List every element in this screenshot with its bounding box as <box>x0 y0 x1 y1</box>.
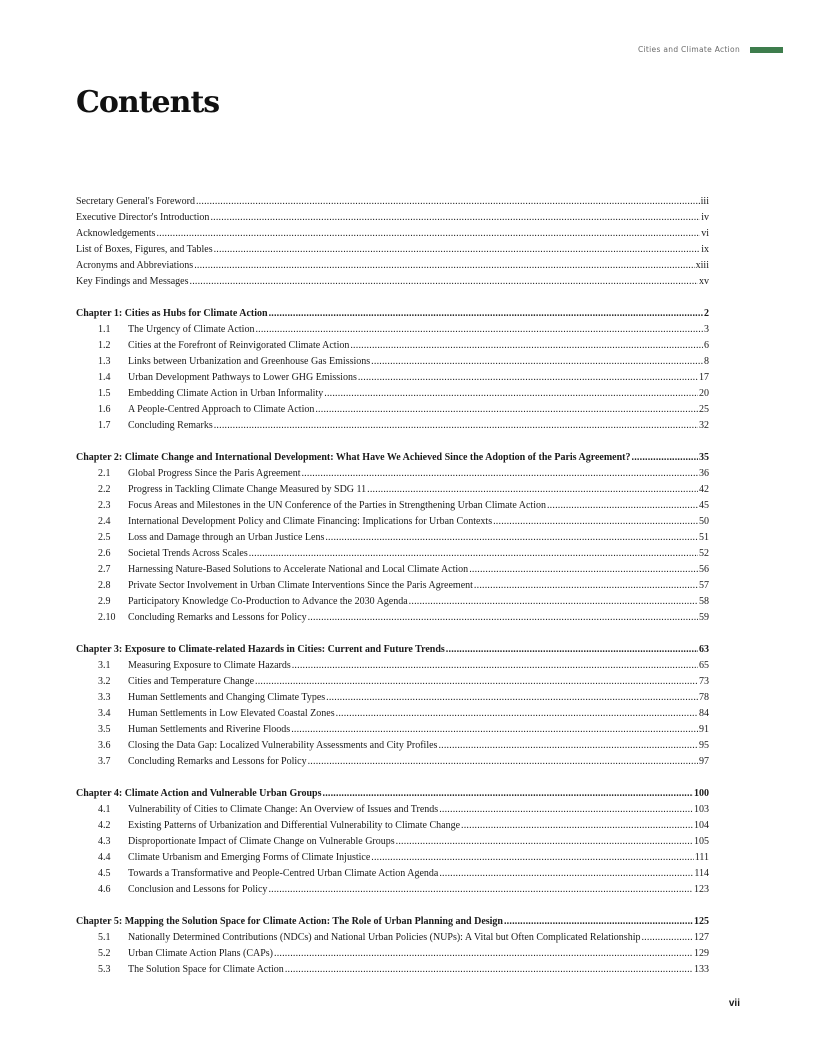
toc-section-entry[interactable] <box>76 818 709 834</box>
section-number: 2.8 <box>98 580 111 591</box>
toc-section-entry[interactable] <box>76 594 709 610</box>
toc-spacer <box>76 898 709 914</box>
table-of-contents <box>76 194 709 978</box>
toc-chapter-entry[interactable] <box>76 914 709 930</box>
dot-leader <box>358 370 698 386</box>
entry-title: Private Sector Involvement in Urban Climate Interventions Since the Paris Agreement <box>128 580 473 591</box>
dot-leader <box>308 610 698 626</box>
section-number: 1.5 <box>98 388 111 399</box>
toc-front-entry[interactable] <box>76 194 709 210</box>
toc-section-entry[interactable] <box>76 658 709 674</box>
entry-page: 56 <box>699 564 709 575</box>
dot-leader <box>249 546 698 562</box>
entry-page: 111 <box>694 852 709 863</box>
entry-title: Cities and Temperature Change <box>128 676 255 687</box>
entry-page: ix <box>701 244 709 255</box>
section-number: 2.6 <box>98 548 111 559</box>
page-title: Contents <box>76 85 220 120</box>
section-number: 2.9 <box>98 596 111 607</box>
entry-page: 73 <box>699 676 709 687</box>
section-number: 2.3 <box>98 500 111 511</box>
entry-page: 42 <box>699 484 709 495</box>
dot-leader <box>274 946 693 962</box>
dot-leader <box>194 258 694 274</box>
entry-page: 32 <box>699 420 709 431</box>
entry-page: 57 <box>699 580 709 591</box>
toc-front-entry[interactable] <box>76 258 709 274</box>
entry-title: Chapter 4: Climate Action and Vulnerable Urban Groups <box>76 788 322 799</box>
entry-page: 17 <box>699 372 709 383</box>
entry-page: 51 <box>699 532 709 543</box>
entry-title: Progress in Tackling Climate Change Measured by SDG 11 <box>128 484 367 495</box>
toc-front-entry[interactable] <box>76 226 709 242</box>
entry-title: The Urgency of Climate Action <box>128 324 255 335</box>
toc-section-entry[interactable] <box>76 370 709 386</box>
section-number: 5.1 <box>98 932 111 943</box>
toc-section-entry[interactable] <box>76 834 709 850</box>
section-number: 4.6 <box>98 884 111 895</box>
dot-leader <box>632 450 698 466</box>
section-number: 2.4 <box>98 516 111 527</box>
entry-page: 8 <box>704 356 709 367</box>
entry-page: 45 <box>699 500 709 511</box>
dot-leader <box>325 530 698 546</box>
entry-page: 91 <box>699 724 709 735</box>
entry-page: 100 <box>694 788 709 799</box>
toc-section-entry[interactable] <box>76 402 709 418</box>
section-number: 4.5 <box>98 868 111 879</box>
section-number: 4.3 <box>98 836 111 847</box>
section-number: 1.4 <box>98 372 111 383</box>
entry-title: A People-Centred Approach to Climate Action <box>128 404 315 415</box>
dot-leader <box>439 866 693 882</box>
entry-page: 127 <box>694 932 709 943</box>
dot-leader <box>269 306 703 322</box>
toc-section-entry[interactable] <box>76 738 709 754</box>
toc-section-entry[interactable] <box>76 498 709 514</box>
entry-title: Harnessing Nature-Based Solutions to Accelerate National and Local Climate Action <box>128 564 469 575</box>
section-number: 1.2 <box>98 340 111 351</box>
entry-title: Acknowledgements <box>76 228 156 239</box>
dot-leader <box>438 738 698 754</box>
entry-title: Global Progress Since the Paris Agreement <box>128 468 301 479</box>
page-number: vii <box>728 998 740 1009</box>
entry-page: 105 <box>694 836 709 847</box>
toc-front-entry[interactable] <box>76 274 709 290</box>
entry-title: Concluding Remarks <box>128 420 213 431</box>
entry-title: Acronyms and Abbreviations <box>76 260 194 271</box>
toc-front-entry[interactable] <box>76 210 709 226</box>
entry-page: vi <box>701 228 709 239</box>
toc-section-entry[interactable] <box>76 354 709 370</box>
toc-section-entry[interactable] <box>76 962 709 978</box>
entry-page: 58 <box>699 596 709 607</box>
entry-page: 103 <box>694 804 709 815</box>
dot-leader <box>324 386 698 402</box>
entry-title: Participatory Knowledge Co-Production to Advance the 2030 Agenda <box>128 596 408 607</box>
toc-section-entry[interactable] <box>76 562 709 578</box>
entry-page: 78 <box>699 692 709 703</box>
dot-leader <box>504 914 693 930</box>
section-number: 1.7 <box>98 420 111 431</box>
dot-leader <box>156 226 700 242</box>
entry-page: iii <box>700 196 709 207</box>
entry-page: 35 <box>699 452 709 463</box>
running-title: Cities and Climate Action <box>638 45 740 54</box>
toc-section-entry[interactable] <box>76 690 709 706</box>
dot-leader <box>255 674 698 690</box>
dot-leader <box>255 322 703 338</box>
toc-spacer <box>76 770 709 786</box>
entry-page: 20 <box>699 388 709 399</box>
toc-section-entry[interactable] <box>76 386 709 402</box>
dot-leader <box>409 594 698 610</box>
toc-section-entry[interactable] <box>76 754 709 770</box>
entry-title: Chapter 5: Mapping the Solution Space for Climate Action: The Role of Urban Planning and Design <box>76 916 503 927</box>
dot-leader <box>291 722 698 738</box>
toc-front-entry[interactable] <box>76 242 709 258</box>
entry-title: Existing Patterns of Urbanization and Differential Vulnerability to Climate Change <box>128 820 461 831</box>
section-number: 4.4 <box>98 852 111 863</box>
entry-title: Vulnerability of Cities to Climate Change: An Overview of Issues and Trends <box>128 804 439 815</box>
entry-title: Measuring Exposure to Climate Hazards <box>128 660 291 671</box>
toc-section-entry[interactable] <box>76 338 709 354</box>
toc-chapter-entry[interactable] <box>76 306 709 322</box>
section-number: 4.2 <box>98 820 111 831</box>
toc-spacer <box>76 290 709 306</box>
entry-page: 59 <box>699 612 709 623</box>
dot-leader <box>367 482 698 498</box>
entry-page: 36 <box>699 468 709 479</box>
toc-section-entry[interactable] <box>76 946 709 962</box>
entry-page: 114 <box>694 868 709 879</box>
toc-section-entry[interactable] <box>76 546 709 562</box>
dot-leader <box>315 402 698 418</box>
dot-leader <box>641 930 693 946</box>
toc-chapter-entry[interactable] <box>76 642 709 658</box>
dot-leader <box>493 514 698 530</box>
section-number: 3.3 <box>98 692 111 703</box>
entry-page: 97 <box>699 756 709 767</box>
dot-leader <box>469 562 698 578</box>
section-number: 2.10 <box>98 612 116 623</box>
toc-section-entry[interactable] <box>76 482 709 498</box>
section-number: 5.3 <box>98 964 111 975</box>
dot-leader <box>210 210 700 226</box>
running-header <box>638 45 783 54</box>
entry-title: Secretary General's Foreword <box>76 196 195 207</box>
section-number: 3.5 <box>98 724 111 735</box>
section-number: 2.1 <box>98 468 111 479</box>
entry-title: Chapter 1: Cities as Hubs for Climate Action <box>76 308 268 319</box>
dot-leader <box>196 194 700 210</box>
dot-leader <box>301 466 698 482</box>
entry-page: 63 <box>699 644 709 655</box>
dot-leader <box>371 354 703 370</box>
entry-title: Urban Development Pathways to Lower GHG Emissions <box>128 372 357 383</box>
dot-leader <box>308 754 698 770</box>
toc-section-entry[interactable] <box>76 578 709 594</box>
section-number: 4.1 <box>98 804 111 815</box>
entry-title: Concluding Remarks and Lessons for Policy <box>128 756 307 767</box>
entry-title: List of Boxes, Figures, and Tables <box>76 244 213 255</box>
dot-leader <box>268 882 693 898</box>
entry-page: 25 <box>699 404 709 415</box>
section-number: 1.6 <box>98 404 111 415</box>
dot-leader <box>214 242 701 258</box>
entry-title: Societal Trends Across Scales <box>128 548 248 559</box>
entry-page: xiii <box>695 260 709 271</box>
entry-title: Links between Urbanization and Greenhouse Gas Emissions <box>128 356 371 367</box>
entry-title: Climate Urbanism and Emerging Forms of Climate Injustice <box>128 852 371 863</box>
dot-leader <box>396 834 693 850</box>
section-number: 5.2 <box>98 948 111 959</box>
section-number: 1.1 <box>98 324 111 335</box>
dot-leader <box>547 498 698 514</box>
entry-page: 3 <box>704 324 709 335</box>
dot-leader <box>285 962 693 978</box>
toc-section-entry[interactable] <box>76 418 709 434</box>
section-number: 3.4 <box>98 708 111 719</box>
toc-section-entry[interactable] <box>76 866 709 882</box>
toc-section-entry[interactable] <box>76 466 709 482</box>
entry-title: Chapter 3: Exposure to Climate-related Hazards in Cities: Current and Future Trends <box>76 644 445 655</box>
section-number: 3.1 <box>98 660 111 671</box>
toc-section-entry[interactable] <box>76 674 709 690</box>
section-number: 3.2 <box>98 676 111 687</box>
dot-leader <box>214 418 698 434</box>
entry-title: Executive Director's Introduction <box>76 212 210 223</box>
entry-title: Loss and Damage through an Urban Justice Lens <box>128 532 325 543</box>
toc-section-entry[interactable] <box>76 930 709 946</box>
dot-leader <box>371 850 693 866</box>
entry-page: 52 <box>699 548 709 559</box>
section-number: 2.2 <box>98 484 111 495</box>
toc-section-entry[interactable] <box>76 706 709 722</box>
entry-title: Urban Climate Action Plans (CAPs) <box>128 948 273 959</box>
dot-leader <box>474 578 698 594</box>
toc-spacer <box>76 434 709 450</box>
section-number: 2.5 <box>98 532 111 543</box>
dot-leader <box>326 690 698 706</box>
dot-leader <box>292 658 698 674</box>
section-number: 1.3 <box>98 356 111 367</box>
entry-page: xv <box>699 276 709 287</box>
entry-title: Embedding Climate Action in Urban Informality <box>128 388 324 399</box>
toc-section-entry[interactable] <box>76 722 709 738</box>
entry-title: Closing the Data Gap: Localized Vulnerability Assessments and City Profiles <box>128 740 438 751</box>
entry-title: Key Findings and Messages <box>76 276 189 287</box>
toc-chapter-entry[interactable] <box>76 450 709 466</box>
toc-section-entry[interactable] <box>76 882 709 898</box>
entry-title: Chapter 2: Climate Change and International Development: What Have We Achieved Since the Adoption of the Paris Agreement? <box>76 452 631 463</box>
entry-title: Human Settlements in Low Elevated Coastal Zones <box>128 708 335 719</box>
section-number: 3.7 <box>98 756 111 767</box>
entry-page: iv <box>701 212 709 223</box>
entry-page: 65 <box>699 660 709 671</box>
dot-leader <box>190 274 699 290</box>
dot-leader <box>439 802 693 818</box>
entry-title: Towards a Transformative and People-Centred Urban Climate Action Agenda <box>128 868 439 879</box>
entry-page: 125 <box>694 916 709 927</box>
entry-title: Conclusion and Lessons for Policy <box>128 884 268 895</box>
entry-title: Focus Areas and Milestones in the UN Conference of the Parties in Strengthening Urban Climate Action <box>128 500 546 511</box>
toc-section-entry[interactable] <box>76 322 709 338</box>
entry-page: 6 <box>704 340 709 351</box>
section-number: 3.6 <box>98 740 111 751</box>
toc-section-entry[interactable] <box>76 610 709 626</box>
entry-title: The Solution Space for Climate Action <box>128 964 284 975</box>
toc-section-entry[interactable] <box>76 514 709 530</box>
dot-leader <box>350 338 703 354</box>
entry-page: 2 <box>704 308 709 319</box>
section-number: 2.7 <box>98 564 111 575</box>
entry-page: 84 <box>699 708 709 719</box>
entry-page: 133 <box>694 964 709 975</box>
dot-leader <box>461 818 693 834</box>
toc-section-entry[interactable] <box>76 850 709 866</box>
entry-page: 50 <box>699 516 709 527</box>
dot-leader <box>336 706 698 722</box>
entry-title: Human Settlements and Changing Climate Types <box>128 692 326 703</box>
toc-chapter-entry[interactable] <box>76 786 709 802</box>
entry-title: Nationally Determined Contributions (NDCs) and National Urban Policies (NUPs): A Vital but Often Complicated Relationship <box>128 932 641 943</box>
entry-page: 95 <box>699 740 709 751</box>
entry-title: Concluding Remarks and Lessons for Policy <box>128 612 307 623</box>
dot-leader <box>323 786 694 802</box>
entry-title: Disproportionate Impact of Climate Change on Vulnerable Groups <box>128 836 395 847</box>
entry-title: Cities at the Forefront of Reinvigorated Climate Action <box>128 340 350 351</box>
dot-leader <box>446 642 698 658</box>
accent-bar <box>750 47 783 53</box>
toc-section-entry[interactable] <box>76 530 709 546</box>
entry-page: 104 <box>694 820 709 831</box>
entry-page: 123 <box>694 884 709 895</box>
entry-title: Human Settlements and Riverine Floods <box>128 724 291 735</box>
entry-title: International Development Policy and Climate Financing: Implications for Urban Contexts <box>128 516 493 527</box>
entry-page: 129 <box>694 948 709 959</box>
toc-spacer <box>76 626 709 642</box>
toc-section-entry[interactable] <box>76 802 709 818</box>
